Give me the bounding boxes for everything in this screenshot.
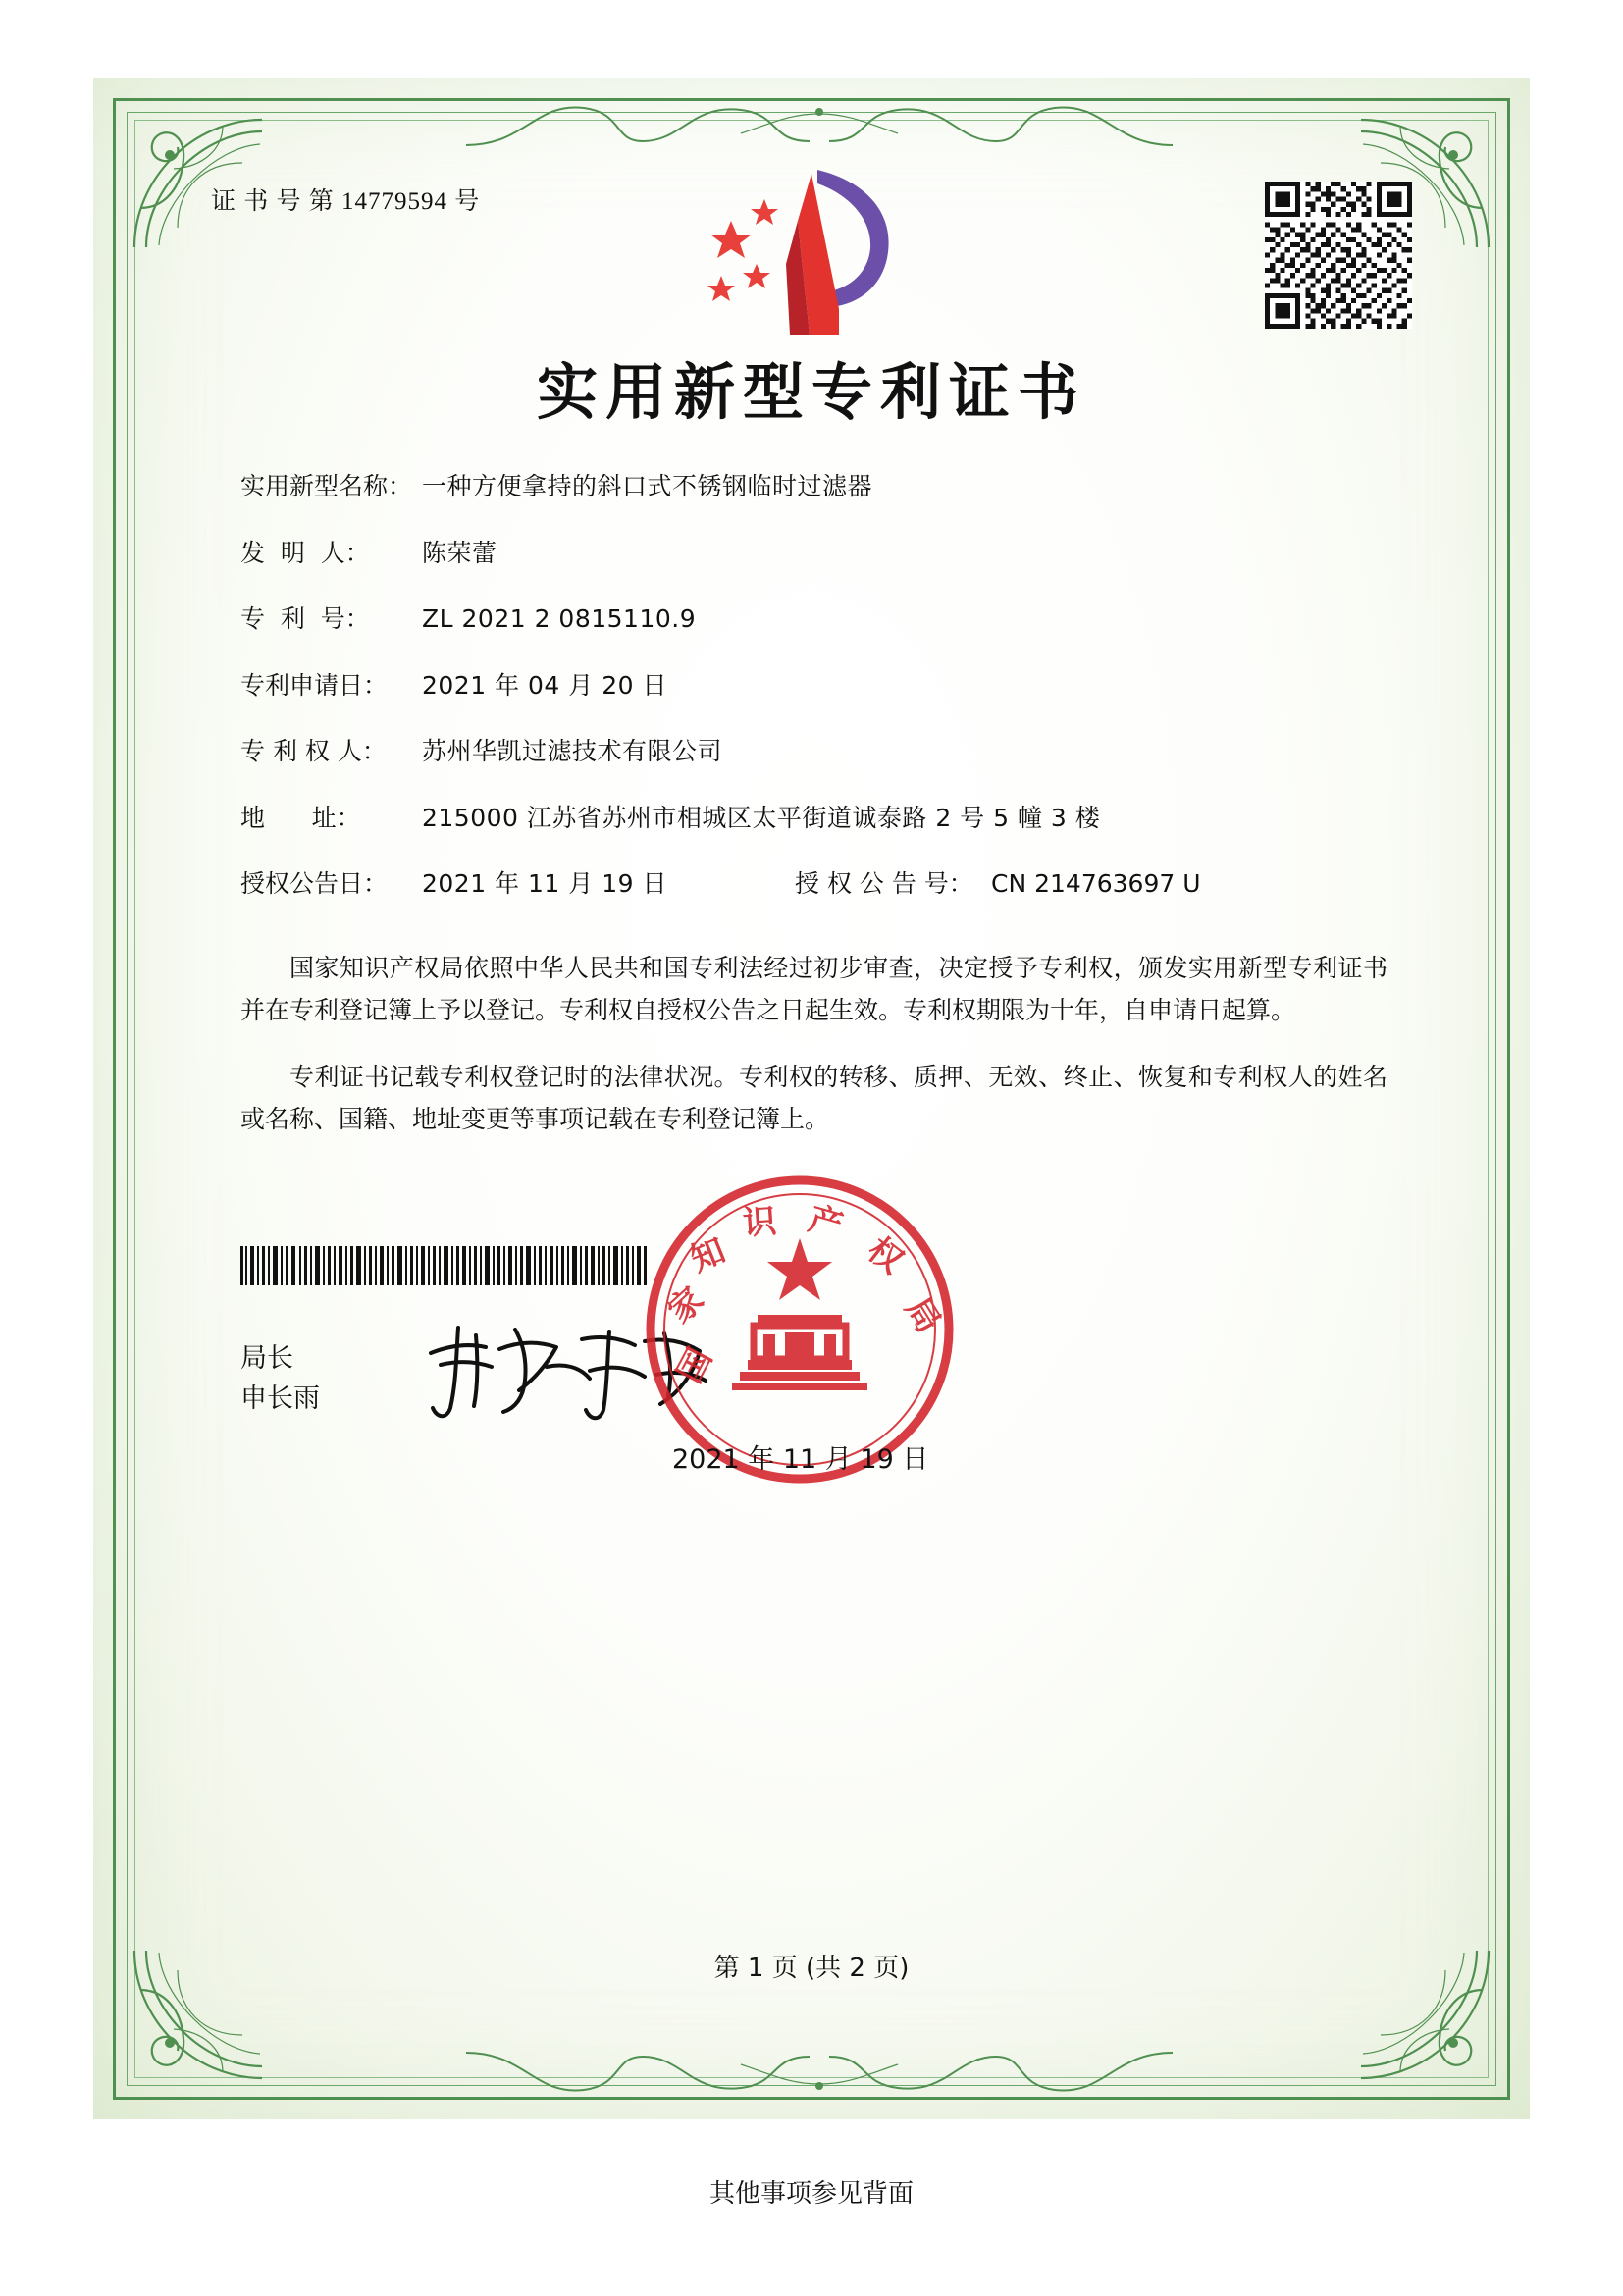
page-indicator: 第 1 页 (共 2 页): [713, 1954, 910, 1983]
certificate-number: 证 书 号 第 14779594 号: [211, 188, 481, 215]
field-value: 一种方便拿持的斜口式不锈钢临时过滤器: [422, 472, 873, 500]
field-utility-model-name: [240, 471, 1422, 503]
field-inventor: [240, 538, 1422, 570]
svg-text:家: 家: [660, 1279, 712, 1331]
director-label: 局长: [240, 1343, 293, 1374]
field-value: 苏州华凯过滤技术有限公司: [422, 737, 723, 765]
svg-text:权: 权: [860, 1229, 911, 1282]
svg-text:知: 知: [685, 1230, 731, 1280]
back-note: 其他事项参见背面: [708, 2179, 914, 2209]
cnipa-logo-icon: [692, 162, 937, 348]
director-name: 申长雨: [240, 1383, 320, 1414]
field-value-secondary: CN 214763697 U: [991, 869, 1201, 898]
field-value: 2021 年 04 月 20 日: [422, 670, 667, 700]
qr-code-icon: [1265, 182, 1412, 329]
field-patent-number: [240, 603, 1422, 636]
svg-text:国: 国: [669, 1341, 720, 1390]
svg-text:产: 产: [804, 1199, 848, 1247]
field-value: 2021 年 11 月 19 日: [422, 869, 667, 898]
barcode: [240, 1246, 653, 1285]
field-patentee: [240, 736, 1422, 768]
field-address: [240, 803, 1422, 835]
field-label: 专 利 权 人：: [240, 737, 387, 765]
field-label-secondary: 授 权 公 告 号：: [795, 869, 973, 898]
field-label: 地 址：: [240, 803, 361, 832]
field-label: 授权公告日：: [240, 869, 389, 898]
legal-text: [240, 922, 1387, 1154]
svg-text:识: 识: [741, 1201, 778, 1243]
field-label: 实用新型名称：: [240, 472, 413, 500]
field-list: [240, 471, 1422, 935]
field-label: 专 利 号：: [240, 604, 370, 633]
field-application-date: [240, 670, 1422, 703]
field-value: 陈荣蕾: [422, 538, 497, 567]
field-value: 215000 江苏省苏州市相城区太平街道诚泰路 2 号 5 幢 3 楼: [422, 803, 1101, 832]
seal-date: 2021 年 11 月 19 日: [672, 1444, 929, 1475]
field-value: ZL 2021 2 0815110.9: [422, 604, 697, 633]
certificate-body: [93, 78, 1530, 2119]
svg-text:局: 局: [897, 1290, 949, 1340]
page-title: 实用新型专利证书: [536, 356, 1086, 428]
field-grant-announcement: [240, 868, 1422, 901]
paragraph-grant: 国家知识产权局依照中华人民共和国专利法经过初步审查，决定授予专利权，颁发实用新型专利证书并在专利登记簿上予以登记。专利权自授权公告之日起生效。专利权期限为十年，自申请日起算。: [240, 954, 1387, 1024]
field-label: 发 明 人：: [240, 538, 370, 567]
paragraph-registry: 专利证书记载专利权登记时的法律状况。专利权的转移、质押、无效、终止、恢复和专利权人的姓名或名称、国籍、地址变更等事项记载在专利登记簿上。: [240, 1063, 1387, 1133]
director-block: [240, 1339, 320, 1419]
field-label: 专利申请日：: [240, 670, 389, 700]
